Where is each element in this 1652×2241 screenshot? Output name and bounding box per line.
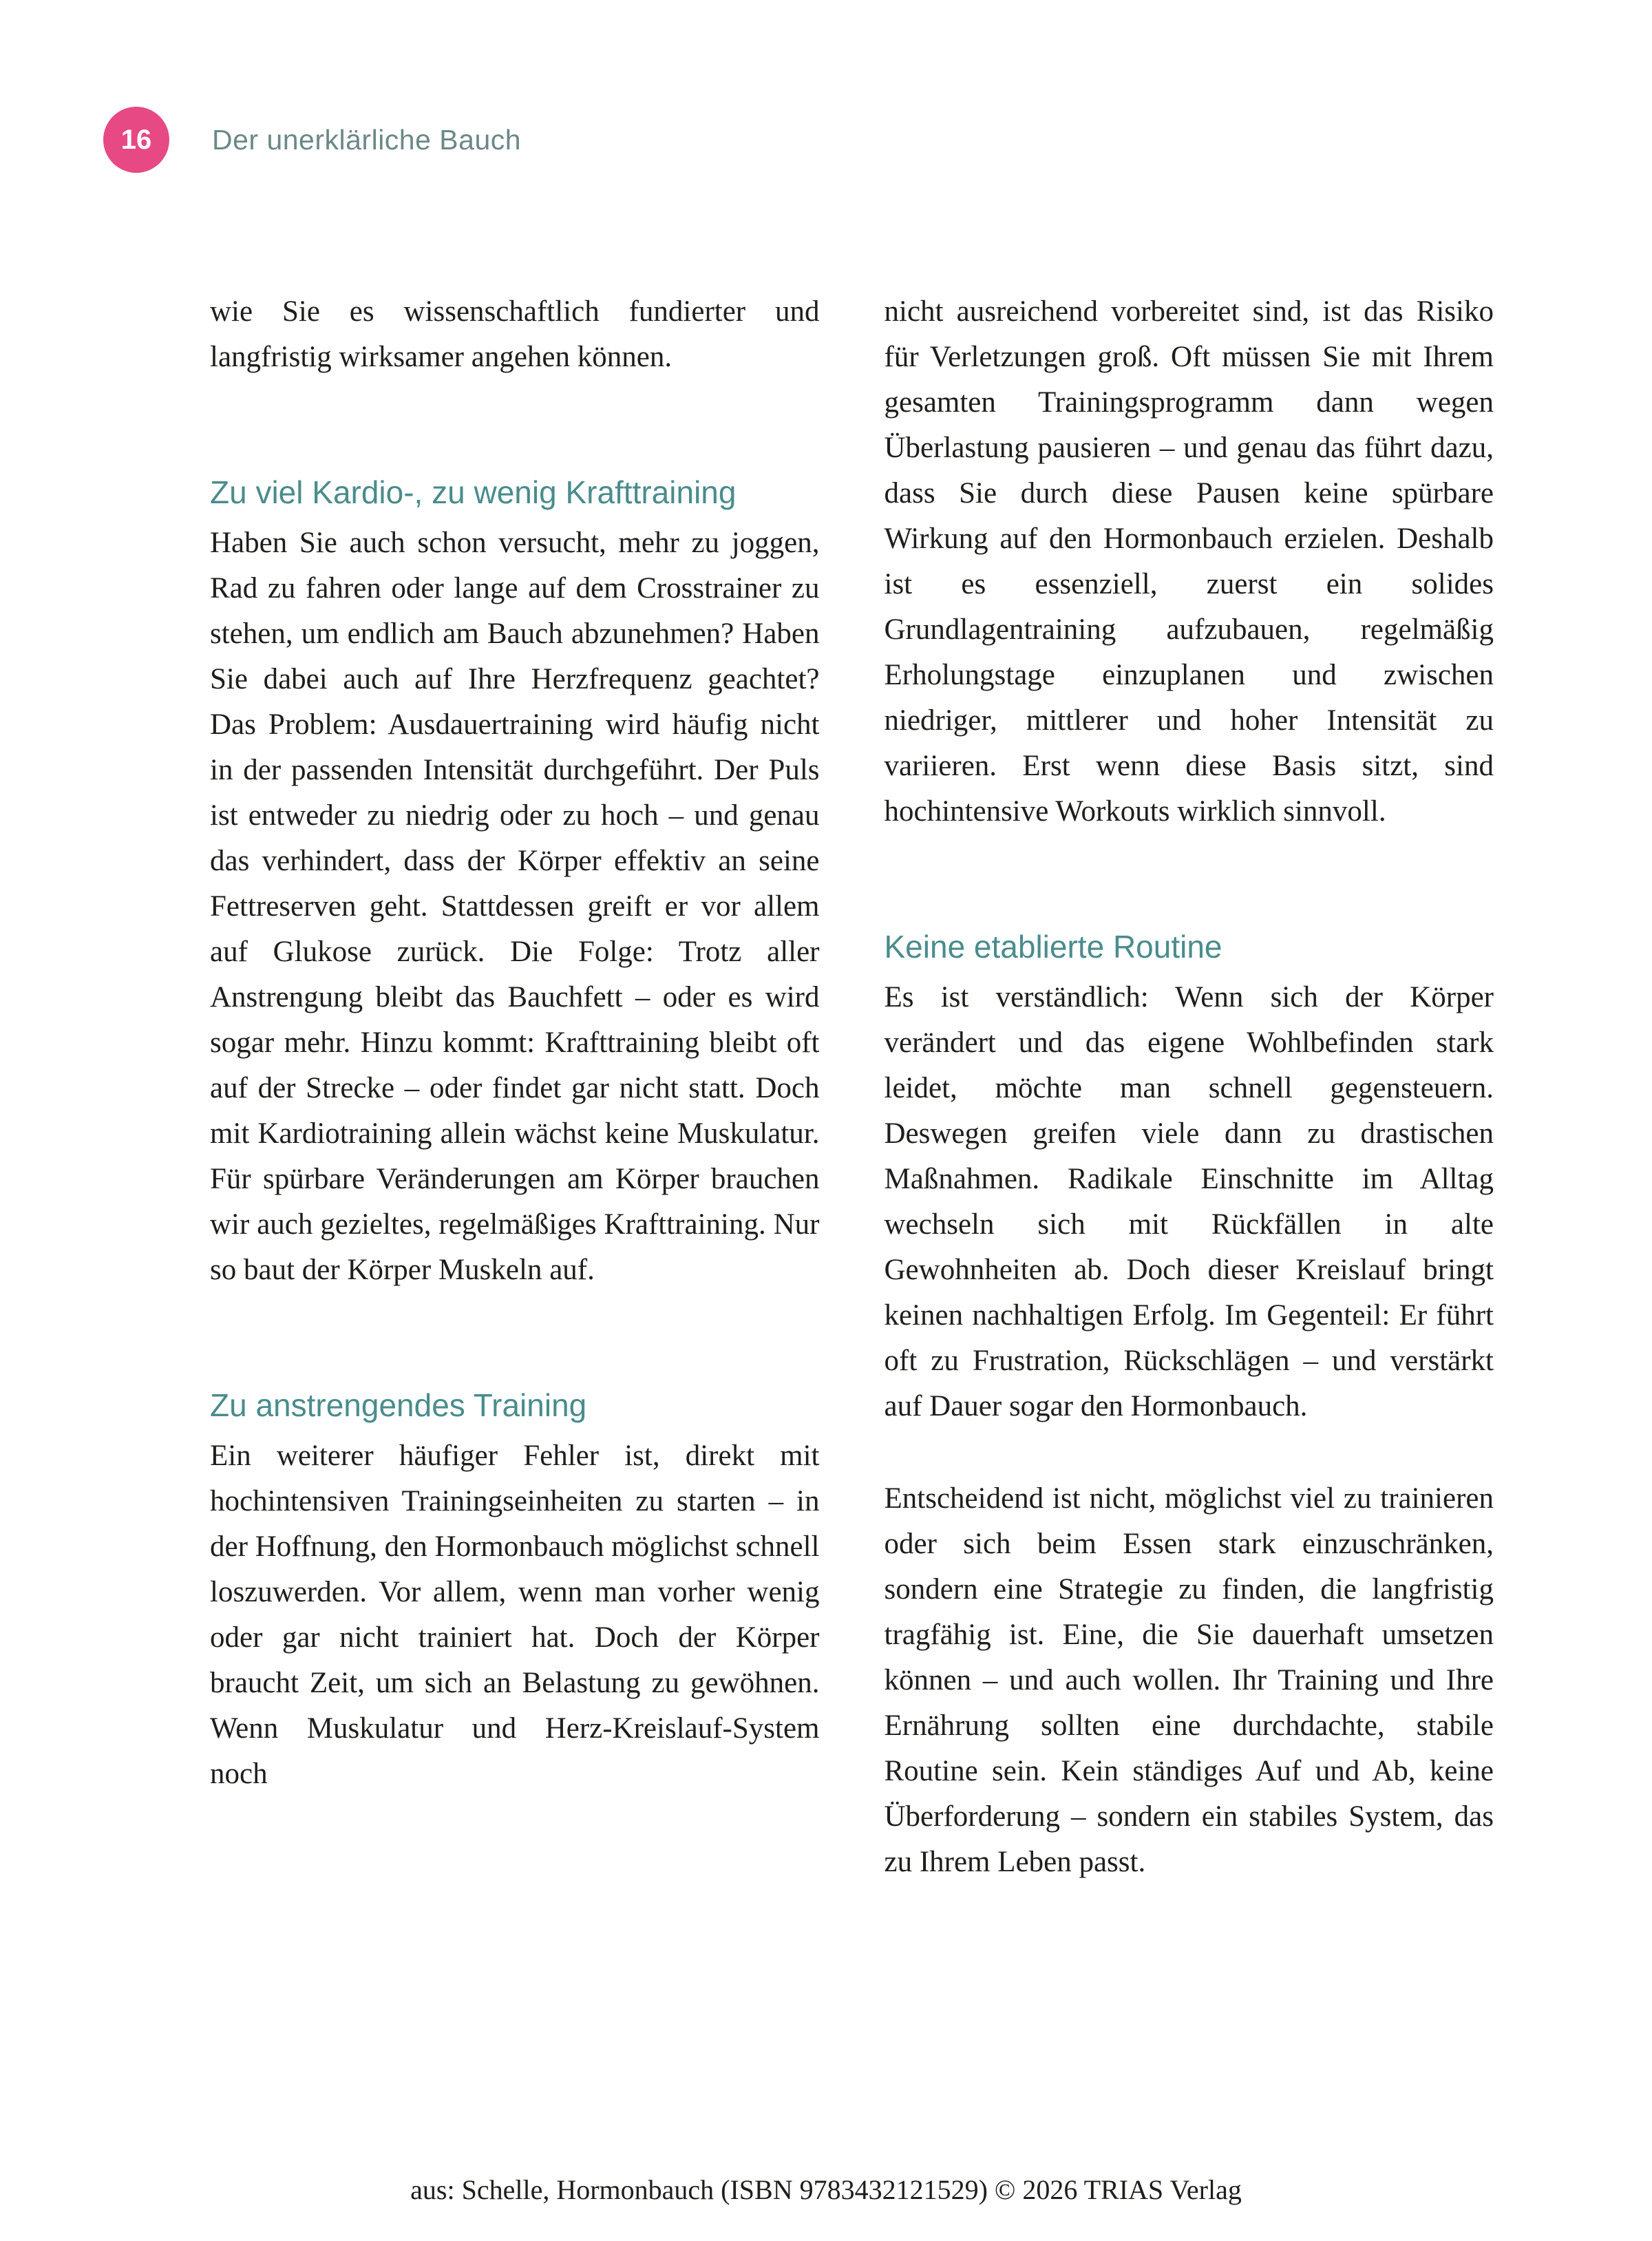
section-heading-kardio-krafttraining: Zu viel Kardio-, zu wenig Krafttraining [210,474,737,510]
paragraph: Haben Sie auch schon versucht, mehr zu joggen, Rad zu fahren oder lange auf dem Crosstrainer zu stehen, um endlich am Bauch abzunehmen? Haben Sie dabei auch auf Ihre Herzfrequenz geachtet? Das Problem: Ausdauertraining wird häufig nicht in der passenden Intensität durchgeführt. Der Puls ist entweder zu niedrig oder zu hoch – und genau das verhindert, dass der Körper effektiv an seine Fettreserven geht. Stattdessen greift er vor allem auf Glukose zurück. Die Folge: Trotz aller Anstrengung bleibt das Bauchfett – oder es wird sogar mehr. Hinzu kommt: Krafttraining bleibt oft auf der Strecke – oder findet gar nicht statt. Doch mit Kardiotraining allein wächst keine Muskulatur. Für spürbare Veränderungen am Körper brauchen wir auch gezieltes, regelmäßiges Krafttraining. Nur so baut der Körper Muskeln auf. [210,527,820,1286]
section-heading-anstrengendes-training: Zu anstrengendes Training [210,1387,587,1423]
paragraph: Entscheidend ist nicht, möglichst viel zu trainieren oder sich beim Essen stark einzuschränken, sondern eine Strategie zu finden, die langfristig tragfähig ist. Eine, die Sie dauerhaft umsetzen können – und auch wollen. Ihr Training und Ihre Ernährung sollten eine durchdachte, stabile Routine sein. Kein ständiges Auf und Ab, keine Überforderung – sondern ein stabiles System, das zu Ihrem Leben passt. [884,1482,1494,1878]
left-column [210,289,820,1797]
page-header [103,107,521,173]
section-heading-etablierte-routine: Keine etablierte Routine [884,929,1222,965]
page-number-badge: 16 [103,107,169,173]
paragraph: Es ist verständlich: Wenn sich der Körper verändert und das eigene Wohlbefinden stark leidet, möchte man schnell gegensteuern. Deswegen greifen viele dann zu drastischen Maßnahmen. Radikale Einschnitte im Alltag wechseln sich mit Rückfällen in alte Gewohnheiten ab. Doch dieser Kreislauf bringt keinen nachhaltigen Erfolg. Im Gegenteil: Er führt oft zu Frustration, Rückschlägen – und verstärkt auf Dauer sogar den Hormonbauch. [884,981,1494,1422]
right-column [885,289,1494,1885]
source-credit-line: aus: Schelle, Hormonbauch (ISBN 9783432121529) © 2026 TRIAS Verlag [410,2174,1242,2205]
paragraph: wie Sie es wissenschaftlich fundierter und langfristig wirksamer angehen können. [210,295,820,373]
page-body [210,289,1494,1885]
paragraph: Ein weiterer häufiger Fehler ist, direkt mit hochintensiven Trainingseinheiten zu starten – in der Hoffnung, den Hormonbauch möglichst schnell loszuwerden. Vor allem, wenn man vorher wenig oder gar nicht trainiert hat. Doch der Körper braucht Zeit, um sich an Belastung zu gewöhnen. Wenn Muskulatur und Herz-Kreislauf-System noch [210,1440,820,1790]
chapter-title: Der unerklärliche Bauch [212,123,522,156]
paragraph: nicht ausreichend vorbereitet sind, ist das Risiko für Verletzungen groß. Oft müssen Sie mit Ihrem gesamten Trainingsprogramm dann wegen Überlastung pausieren – und genau das führt dazu, dass Sie durch diese Pausen keine spürbare Wirkung auf den Hormonbauch erzielen. Deshalb ist es essenziell, zuerst ein solides Grundlagentraining aufzubauen, regelmäßig Erholungstage einzuplanen und zwischen niedriger, mittlerer und hoher Intensität zu variieren. Erst wenn diese Basis sitzt, sind hochintensive Workouts wirklich sinnvoll. [884,295,1494,828]
